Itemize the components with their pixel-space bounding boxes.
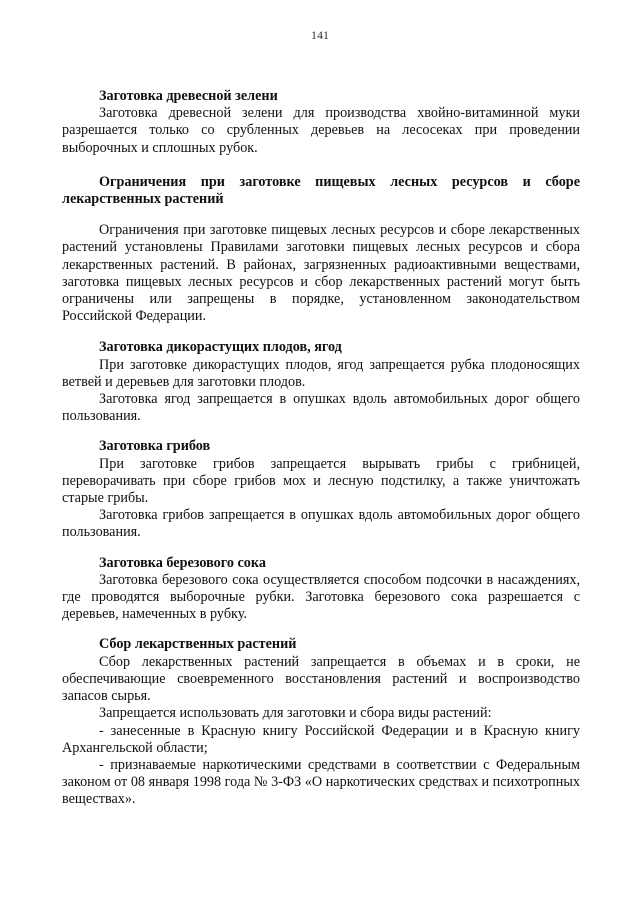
document-body (62, 88, 580, 809)
page-number: 141 (311, 28, 329, 42)
paragraph: Заготовка березового сока осуществляется способом подсочки в насаждениях, где проводятся выборочные рубки. Заготовка березового сока разрешается с деревьев, намеченных в рубку. (62, 571, 580, 623)
list-item: - признаваемые наркотическими средствами в соответствии с Федеральным законом от 08 января 1998 года № 3-ФЗ «О наркотических средствах и психотропных веществах». (62, 756, 580, 808)
section-heading: Заготовка грибов (99, 438, 211, 455)
paragraph: Ограничения при заготовке пищевых лесных ресурсов и сборе лекарственных растений установлены Правилами заготовки пищевых лесных ресурсов и сбора лекарственных растений. В районах, загрязненных радиоактивными веществами, заготовка пищевых лесных ресурсов и сбор лекарственных растений могут быть ограничены или запрещены в порядке, установленном законодательством Российской Федерации. (62, 222, 580, 325)
section-heading: Заготовка березового сока (99, 554, 266, 571)
paragraph: При заготовке грибов запрещается вырывать грибы с грибницей, переворачивать при сборе грибов мох и лесную подстилку, а также уничтожать старые грибы. (62, 455, 580, 507)
paragraph: Сбор лекарственных растений запрещается в объемах и в сроки, не обеспечивающие своевременного восстановления растений и воспроизводство запасов сырья. (62, 653, 580, 705)
section-birch-sap (62, 555, 580, 624)
paragraph: Заготовка ягод запрещается в опушках вдоль автомобильных дорог общего пользования. (62, 391, 580, 425)
paragraph: Запрещается использовать для заготовки и сбора виды растений: (99, 705, 492, 722)
section-heading: Заготовка древесной зелени (99, 88, 278, 104)
section-food-resources-restrictions (62, 174, 580, 326)
section-wood-greenery (62, 88, 580, 157)
section-heading: Заготовка дикорастущих плодов, ягод (99, 339, 342, 356)
section-mushrooms (62, 438, 580, 541)
paragraph: Заготовка древесной зелени для производства хвойно-витаминной муки разрешается только со срубленных деревьев на лесосеках при проведении выборочных и сплошных рубок. (62, 105, 580, 156)
section-heading: Ограничения при заготовке пищевых лесных ресурсов и сборе лекарственных растений (62, 173, 580, 208)
section-heading: Сбор лекарственных растений (99, 636, 297, 653)
list-item: - занесенные в Красную книгу Российской Федерации и в Красную книгу Архангельской области; (62, 722, 580, 756)
paragraph: При заготовке дикорастущих плодов, ягод запрещается рубка плодоносящих ветвей и деревьев для заготовки плодов. (62, 356, 580, 390)
section-medicinal-plants (62, 636, 580, 808)
section-wild-fruits-berries (62, 339, 580, 425)
paragraph: Заготовка грибов запрещается в опушках вдоль автомобильных дорог общего пользования. (62, 507, 580, 541)
